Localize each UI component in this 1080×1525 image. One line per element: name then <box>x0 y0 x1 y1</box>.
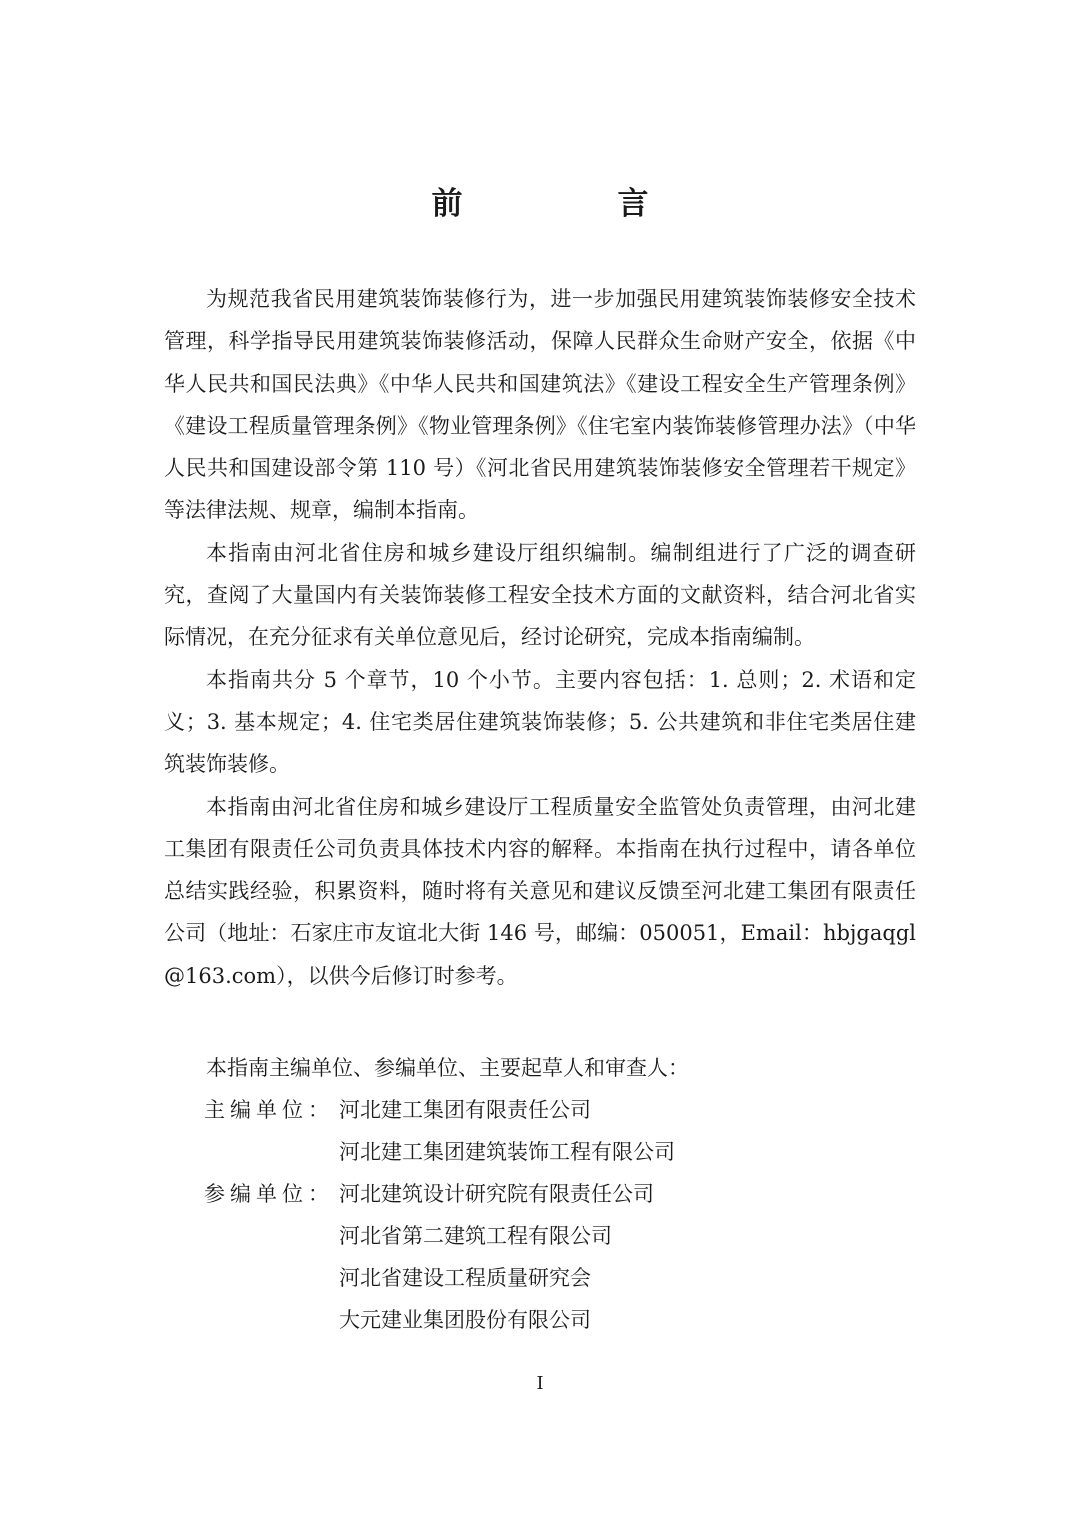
chief-units-row <box>164 1089 916 1173</box>
participating-units-row <box>164 1173 916 1341</box>
page-title: 前 言 <box>431 186 711 222</box>
editors-section <box>164 1047 916 1341</box>
chief-units-label: 主编单位： <box>204 1098 334 1122</box>
participating-unit-item: 河北省第二建筑工程有限公司 <box>339 1224 612 1248</box>
editors-intro: 本指南主编单位、参编单位、主要起草人和审查人： <box>206 1056 689 1080</box>
chief-units-list <box>339 1089 675 1173</box>
preface-paragraph-management: 本指南由河北省住房和城乡建设厅工程质量安全监管处负责管理，由河北建工集团有限责任公司负责具体技术内容的解释。本指南在执行过程中，请各单位总结实践经验，积累资料，随时将有关意见和建议反馈至河北建工集团有限责任公司（地址：石家庄市友谊北大街 146 号，邮编：050051，Email：hbjgaqgl@163.com），以供今后修订时参考。 <box>164 794 916 988</box>
preface-paragraph-purpose: 为规范我省民用建筑装饰装修行为，进一步加强民用建筑装饰装修安全技术管理，科学指导民用建筑装饰装修活动，保障人民群众生命财产安全，依据《中华人民共和国民法典》《中华人民共和国建筑法》《建设工程安全生产管理条例》《建设工程质量管理条例》《物业管理条例》《住宅室内装饰装修管理办法》（中华人民共和国建设部令第 110 号）《河北省民用建筑装饰装修安全管理若干规定》等法律法规、规章，编制本指南。 <box>164 287 916 523</box>
preface-paragraph-organization: 本指南由河北省住房和城乡建设厅组织编制。编制组进行了广泛的调查研究，查阅了大量国内有关装饰装修工程安全技术方面的文献资料，结合河北省实际情况，在充分征求有关单位意见后，经讨论研究，完成本指南编制。 <box>164 540 916 650</box>
chief-unit-item: 河北建工集团有限责任公司 <box>339 1098 591 1122</box>
participating-units-label: 参编单位： <box>204 1182 334 1206</box>
page-number: I <box>536 1373 544 1394</box>
preface-paragraph-contents: 本指南共分 5 个章节，10 个小节。主要内容包括：1. 总则；2. 术语和定义；3. 基本规定；4. 住宅类居住建筑装饰装修；5. 公共建筑和非住宅类居住建筑装饰装修。 <box>164 667 916 777</box>
participating-units-list <box>339 1173 654 1341</box>
preface-body <box>164 278 916 997</box>
chief-unit-item: 河北建工集团建筑装饰工程有限公司 <box>339 1140 675 1164</box>
participating-unit-item: 大元建业集团股份有限公司 <box>339 1308 591 1332</box>
participating-unit-item: 河北建筑设计研究院有限责任公司 <box>339 1182 654 1206</box>
participating-unit-item: 河北省建设工程质量研究会 <box>339 1266 591 1290</box>
